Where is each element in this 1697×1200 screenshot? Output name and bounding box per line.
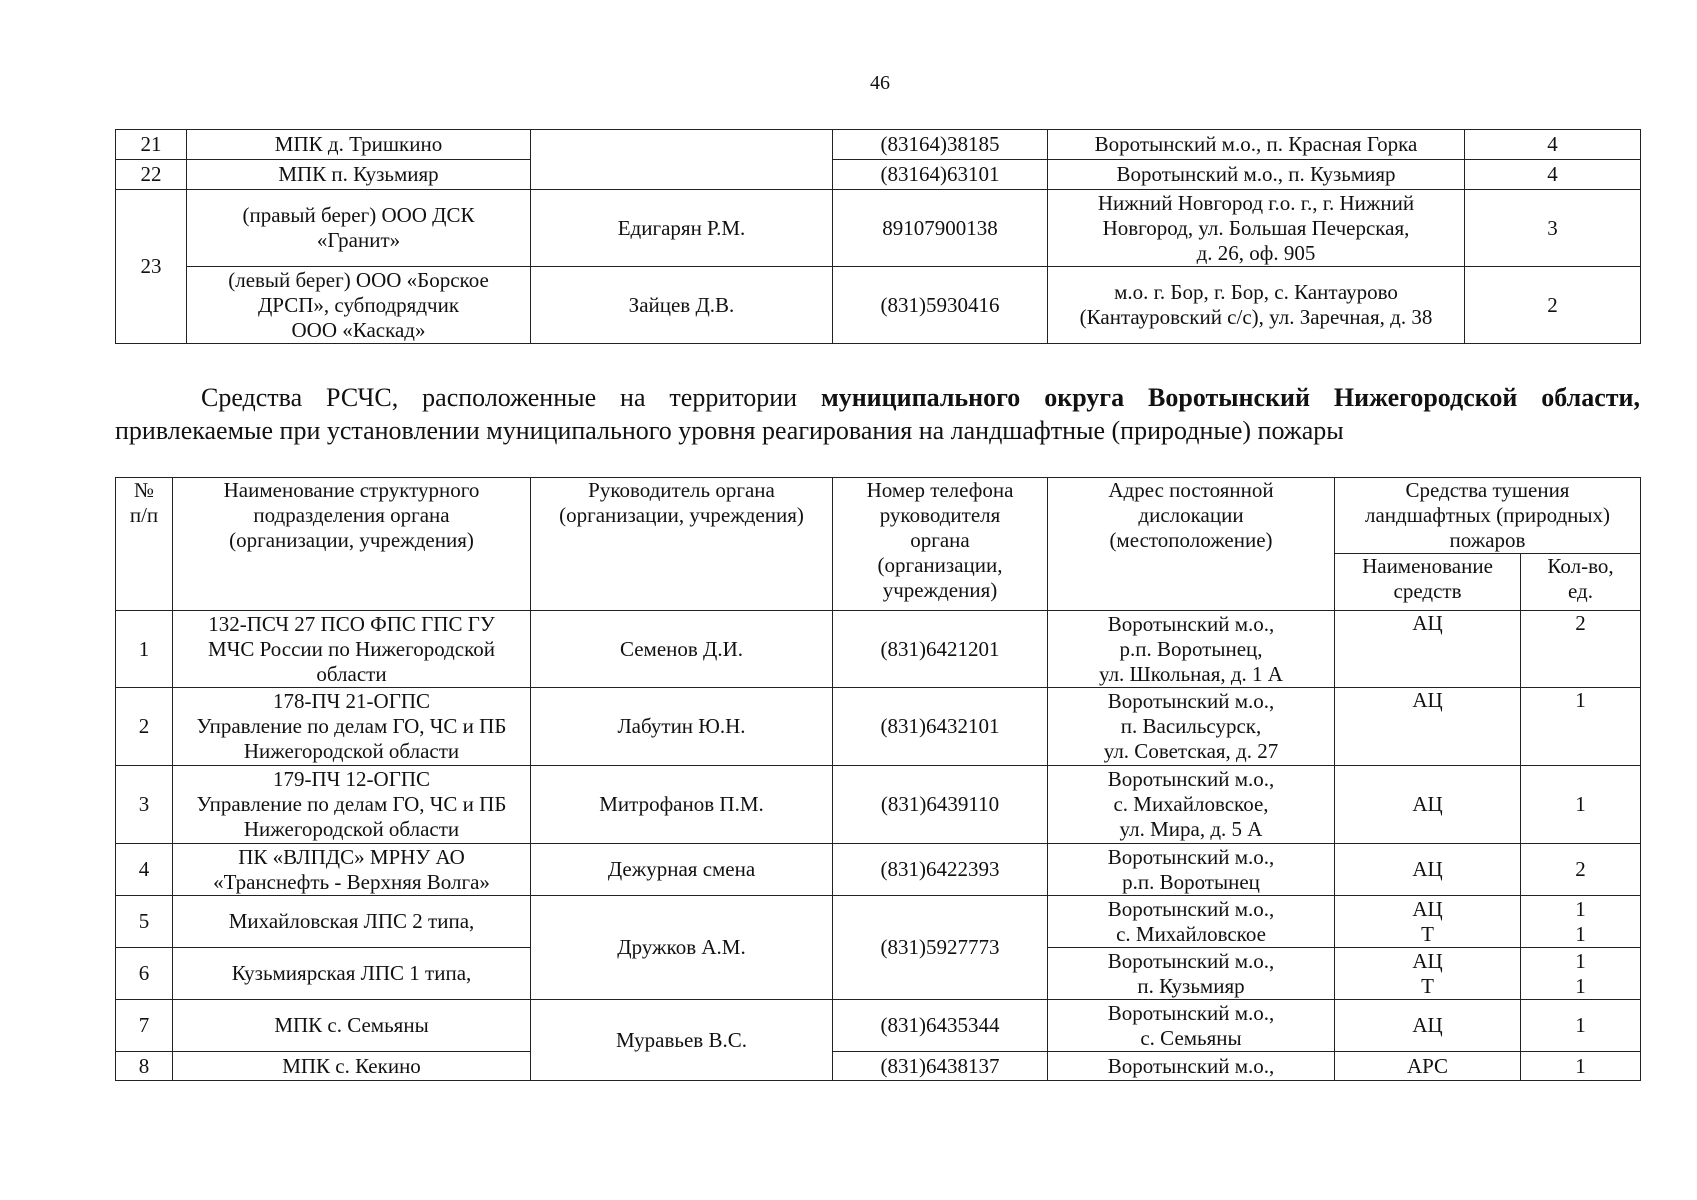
unit-name: МПК с. Кекино: [173, 1052, 531, 1081]
table-row: [116, 688, 1641, 766]
table-row: [116, 896, 1641, 948]
continuation-table: [115, 129, 1641, 344]
count: 4: [1465, 130, 1641, 160]
unit-head: Дружков А.М.: [531, 896, 833, 1000]
means-name: АЦ: [1335, 688, 1521, 766]
page-number: 46: [870, 72, 890, 94]
address: м.о. г. Бор, г. Бор, с. Кантаурово (Кантауровский с/с), ул. Заречная, д. 38: [1048, 267, 1465, 344]
means-count: 1: [1521, 1000, 1641, 1052]
means-name: АРС: [1335, 1052, 1521, 1081]
means-name: АЦ: [1335, 1000, 1521, 1052]
header-phone: Номер телефона руководителя органа (организации, учреждения): [833, 478, 1048, 611]
row-number: 5: [116, 896, 173, 948]
header-name: Наименование структурного подразделения органа (организации, учреждения): [173, 478, 531, 611]
table-row: [116, 766, 1641, 844]
address: Воротынский м.о., с. Семьяны: [1048, 1000, 1335, 1052]
header-means-count: Кол-во, ед.: [1521, 554, 1641, 611]
address: Воротынский м.о., р.п. Воротынец, ул. Школьная, д. 1 А: [1048, 611, 1335, 688]
row-number: 2: [116, 688, 173, 766]
unit-name: ПК «ВЛПДС» МРНУ АО «Транснефть - Верхняя Волга»: [173, 844, 531, 896]
phone: (83164)38185: [833, 130, 1048, 160]
table-row: [116, 1000, 1641, 1052]
address: Воротынский м.о.,: [1048, 1052, 1335, 1081]
count: 3: [1465, 190, 1641, 267]
phone: (831)6435344: [833, 1000, 1048, 1052]
means-name: АЦ: [1335, 844, 1521, 896]
table-row: [116, 267, 1641, 344]
unit-name: Михайловская ЛПС 2 типа,: [173, 896, 531, 948]
count: 4: [1465, 160, 1641, 190]
section-heading: Средства РСЧС, расположенные на территории муниципального округа Воротынский Нижегородской области, привлекаемые при установлении муниципального уровня реагирования на ландшафтные (природные) пожары: [115, 383, 1640, 445]
header-address: Адрес постоянной дислокации (местоположение): [1048, 478, 1335, 611]
row-number: 3: [116, 766, 173, 844]
unit-name: МПК д. Тришкино: [187, 130, 531, 160]
phone: (831)6438137: [833, 1052, 1048, 1081]
header-means-name: Наименование средств: [1335, 554, 1521, 611]
means-count: 2: [1521, 611, 1641, 688]
unit-name: 178-ПЧ 21-ОГПС Управление по делам ГО, ЧС и ПБ Нижегородской области: [173, 688, 531, 766]
row-number: 21: [116, 130, 187, 160]
table-row: [116, 130, 1641, 160]
means-count: 1: [1521, 766, 1641, 844]
row-number: 22: [116, 160, 187, 190]
unit-head: Муравьев В.С.: [531, 1000, 833, 1081]
address: Нижний Новгород г.о. г., г. Нижний Новгород, ул. Большая Печерская, д. 26, оф. 905: [1048, 190, 1465, 267]
means-count: 1 1: [1521, 948, 1641, 1000]
unit-name: (правый берег) ООО ДСК «Гранит»: [187, 190, 531, 267]
table-row: [116, 190, 1641, 267]
means-name: АЦ: [1335, 611, 1521, 688]
table-row: [116, 844, 1641, 896]
address: Воротынский м.о., п. Кузьмияр: [1048, 948, 1335, 1000]
phone: 89107900138: [833, 190, 1048, 267]
unit-name: (левый берег) ООО «Борское ДРСП», субподрядчик ООО «Каскад»: [187, 267, 531, 344]
unit-head: Едигарян Р.М.: [531, 190, 833, 267]
table-row: [116, 160, 1641, 190]
means-count: 2: [1521, 844, 1641, 896]
phone: (831)6422393: [833, 844, 1048, 896]
phone: (831)5927773: [833, 896, 1048, 1000]
phone: (831)6439110: [833, 766, 1048, 844]
row-number: 6: [116, 948, 173, 1000]
phone: (831)5930416: [833, 267, 1048, 344]
unit-name: 179-ПЧ 12-ОГПС Управление по делам ГО, ЧС и ПБ Нижегородской области: [173, 766, 531, 844]
means-name: АЦ Т: [1335, 896, 1521, 948]
means-count: 1: [1521, 1052, 1641, 1081]
unit-head: Лабутин Ю.Н.: [531, 688, 833, 766]
header-means: Средства тушения ландшафтных (природных) пожаров: [1335, 478, 1641, 554]
heading-bold: муниципального округа Воротынский Нижегородской области,: [820, 383, 1640, 412]
header-head: Руководитель органа (организации, учреждения): [531, 478, 833, 611]
unit-head: Семенов Д.И.: [531, 611, 833, 688]
means-name: АЦ: [1335, 766, 1521, 844]
address: Воротынский м.о., п. Красная Горка: [1048, 130, 1465, 160]
address: Воротынский м.о., с. Михайловское: [1048, 896, 1335, 948]
header-num: № п/п: [116, 478, 173, 611]
unit-name: 132-ПСЧ 27 ПСО ФПС ГПС ГУ МЧС России по Нижегородской области: [173, 611, 531, 688]
address: Воротынский м.о., п. Кузьмияр: [1048, 160, 1465, 190]
row-number: 8: [116, 1052, 173, 1081]
unit-head: Митрофанов П.М.: [531, 766, 833, 844]
row-number: 4: [116, 844, 173, 896]
unit-head: Дежурная смена: [531, 844, 833, 896]
means-count: 1: [1521, 688, 1641, 766]
address: Воротынский м.о., р.п. Воротынец: [1048, 844, 1335, 896]
unit-name: МПК с. Семьяны: [173, 1000, 531, 1052]
row-number: 1: [116, 611, 173, 688]
means-name: АЦ Т: [1335, 948, 1521, 1000]
table-row: [116, 611, 1641, 688]
row-number: 23: [116, 190, 187, 344]
unit-head: Зайцев Д.В.: [531, 267, 833, 344]
unit-head: [531, 130, 833, 190]
address: Воротынский м.о., п. Васильсурск, ул. Советская, д. 27: [1048, 688, 1335, 766]
unit-name: Кузьмиярская ЛПС 1 типа,: [173, 948, 531, 1000]
resources-table: [115, 477, 1641, 1081]
table-row: [116, 1052, 1641, 1081]
count: 2: [1465, 267, 1641, 344]
means-count: 1 1: [1521, 896, 1641, 948]
address: Воротынский м.о., с. Михайловское, ул. Мира, д. 5 А: [1048, 766, 1335, 844]
unit-name: МПК п. Кузьмияр: [187, 160, 531, 190]
phone: (83164)63101: [833, 160, 1048, 190]
phone: (831)6421201: [833, 611, 1048, 688]
table-header-row: [116, 478, 1641, 554]
row-number: 7: [116, 1000, 173, 1052]
phone: (831)6432101: [833, 688, 1048, 766]
